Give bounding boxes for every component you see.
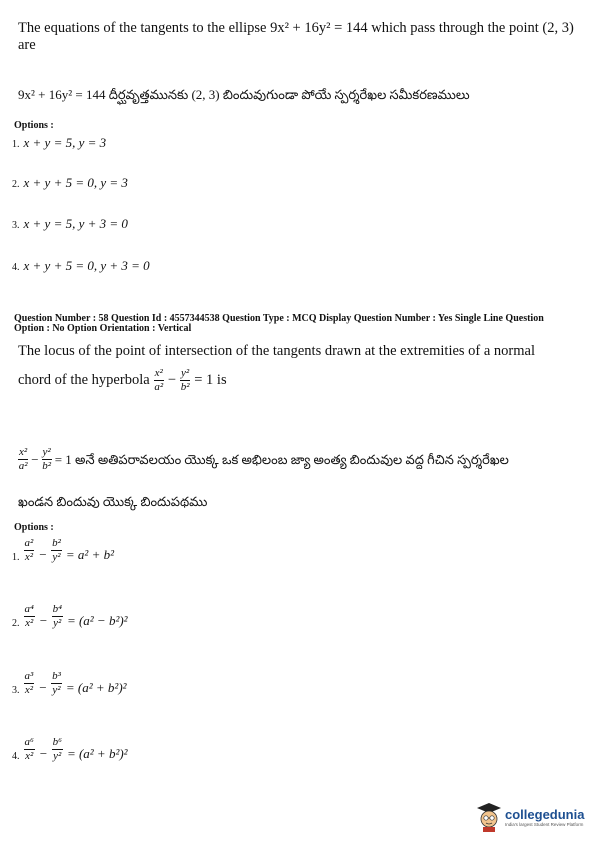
option-q58-2[interactable]: 2. $\frac{\text{a⁴}}{\text{x²}}$ − $\frac{\text{b⁴}}{\text{y²}}$ = (a² − b²)²: [12, 603, 128, 629]
option-number: 3.: [12, 220, 20, 231]
option-q57-4[interactable]: [12, 257, 150, 275]
option-q58-3[interactable]: 3. $\frac{\text{a³}}{\text{x²}}$ − $\frac{\text{b³}}{\text{y²}}$ = (a² + b²)²: [12, 670, 127, 696]
question-58-meta-line1: Question Number : 58 Question Id : 4557344538 Question Type : MCQ Display Question Number : Yes Single Line Question: [14, 313, 544, 324]
question-58-meta-line2: Option : No Option Orientation : Vertical: [14, 323, 192, 334]
option-fraction-a: [24, 737, 35, 762]
fraction-numerator: x²: [19, 446, 28, 458]
option-q57-2[interactable]: [12, 174, 128, 192]
question-58-prefix: chord of the hyperbola: [18, 372, 150, 388]
fraction-numerator: y²: [181, 367, 190, 379]
hyperbola-x-fraction: [154, 368, 164, 393]
option-q58-1[interactable]: 1. $\frac{\text{a²}}{\text{x²}}$ − $\frac{\text{b²}}{\text{y²}}$ = a² + b²: [12, 537, 114, 563]
question-58-text-line1: The locus of the point of intersection of the tangents drawn at the extremities of a normal: [18, 343, 536, 359]
options-label-q58: Options :: [14, 522, 54, 533]
fraction-denominator: b²: [42, 460, 52, 472]
question-58-telugu-line1: $\frac{\text{x²}}{\text{a²}}$ − $\frac{\text{y²}}{\text{b²}}$ = 1 అనే అతిపరావలయం యొక్క ఒక అభిలంబ జ్యా అంత్య బిందువుల వద్ద గీచిన స్పర్శరేఖల: [18, 446, 509, 472]
option-number: 1.: [12, 139, 20, 150]
fraction-denominator: x²: [25, 750, 34, 762]
question-58-telugu-text1: = 1 అనే అతిపరావలయం యొక్క ఒక అభిలంబ జ్యా అంత్య బిందువుల వద్ద గీచిన స్పర్శరేఖల: [54, 452, 509, 467]
question-57-text: The equations of the tangents to the ellipse 9x² + 16y² = 144 which pass through the point (2, 3) are: [18, 20, 574, 53]
fraction-numerator: y²: [42, 446, 51, 458]
fraction-numerator: a⁶: [24, 736, 34, 748]
fraction-denominator: y²: [53, 617, 62, 629]
fraction-denominator: y²: [52, 684, 61, 696]
option-fraction-a: [24, 671, 35, 696]
fraction-numerator: b³: [52, 670, 61, 682]
option-q57-1[interactable]: [12, 134, 106, 152]
question-58-suffix: = 1 is: [194, 372, 227, 388]
fraction-numerator: a⁴: [24, 603, 34, 615]
option-rhs: = a² + b²: [65, 547, 114, 562]
fraction-denominator: x²: [24, 684, 33, 696]
option-number: 2.: [12, 618, 20, 629]
option-rhs: = (a² + b²)²: [66, 746, 128, 761]
option-number: 2.: [12, 179, 20, 190]
fraction-numerator: a²: [24, 537, 34, 549]
option-fraction-b: [51, 538, 62, 563]
fraction-numerator: b⁶: [52, 736, 62, 748]
graduate-mascot-icon: [476, 802, 502, 832]
option-fraction-b: [52, 604, 63, 629]
option-fraction-b: [52, 737, 63, 762]
logo-tagline: India's largest Student Review Platform: [505, 822, 584, 827]
option-rhs: = (a² − b²)²: [66, 613, 128, 628]
option-text: x + y = 5, y = 3: [23, 135, 107, 150]
hyperbola-x-fraction-te: [18, 447, 28, 472]
fraction-numerator: a³: [24, 670, 34, 682]
option-text: x + y = 5, y + 3 = 0: [23, 216, 128, 231]
option-fraction-b: [51, 671, 62, 696]
fraction-numerator: x²: [154, 367, 163, 379]
question-57-telugu-text: 9x² + 16y² = 144 దీర్ఘవృత్తమునకు (2, 3) బిందువుగుండా పోయే స్పర్శరేఖల సమీకరణములు: [18, 87, 470, 102]
fraction-denominator: a²: [154, 381, 164, 393]
option-number: 1.: [12, 552, 20, 563]
option-fraction-a: [24, 538, 35, 563]
hyperbola-y-fraction: [180, 368, 190, 393]
fraction-denominator: b²: [180, 381, 190, 393]
fraction-denominator: a²: [18, 460, 28, 472]
fraction-numerator: b²: [52, 537, 61, 549]
option-number: 3.: [12, 685, 20, 696]
collegedunia-logo: [476, 800, 586, 834]
option-number: 4.: [12, 262, 20, 273]
fraction-denominator: x²: [24, 551, 33, 563]
option-text: x + y + 5 = 0, y + 3 = 0: [23, 258, 150, 273]
logo-name: collegedunia: [505, 807, 585, 822]
fraction-denominator: x²: [25, 617, 34, 629]
options-label-q57: Options :: [14, 120, 54, 131]
option-number: 4.: [12, 751, 20, 762]
option-q57-3[interactable]: [12, 215, 128, 233]
fraction-numerator: b⁴: [52, 603, 62, 615]
option-fraction-a: [24, 604, 35, 629]
fraction-denominator: y²: [53, 750, 62, 762]
fraction-denominator: y²: [52, 551, 61, 563]
option-rhs: = (a² + b²)²: [65, 680, 127, 695]
question-58-text-line2: chord of the hyperbola $\frac{\text{x²}}{\text{a²}}$ − $\frac{\text{y²}}{\text{b²}}$ = 1 is: [18, 367, 227, 393]
hyperbola-y-fraction-te: [42, 447, 52, 472]
question-58-telugu-line2: ఖండన బిందువు యొక్క బిందుపథము: [18, 494, 208, 509]
option-text: x + y + 5 = 0, y = 3: [23, 175, 128, 190]
option-q58-4[interactable]: 4. $\frac{\text{a⁶}}{\text{x²}}$ − $\frac{\text{b⁶}}{\text{y²}}$ = (a² + b²)²: [12, 736, 128, 762]
